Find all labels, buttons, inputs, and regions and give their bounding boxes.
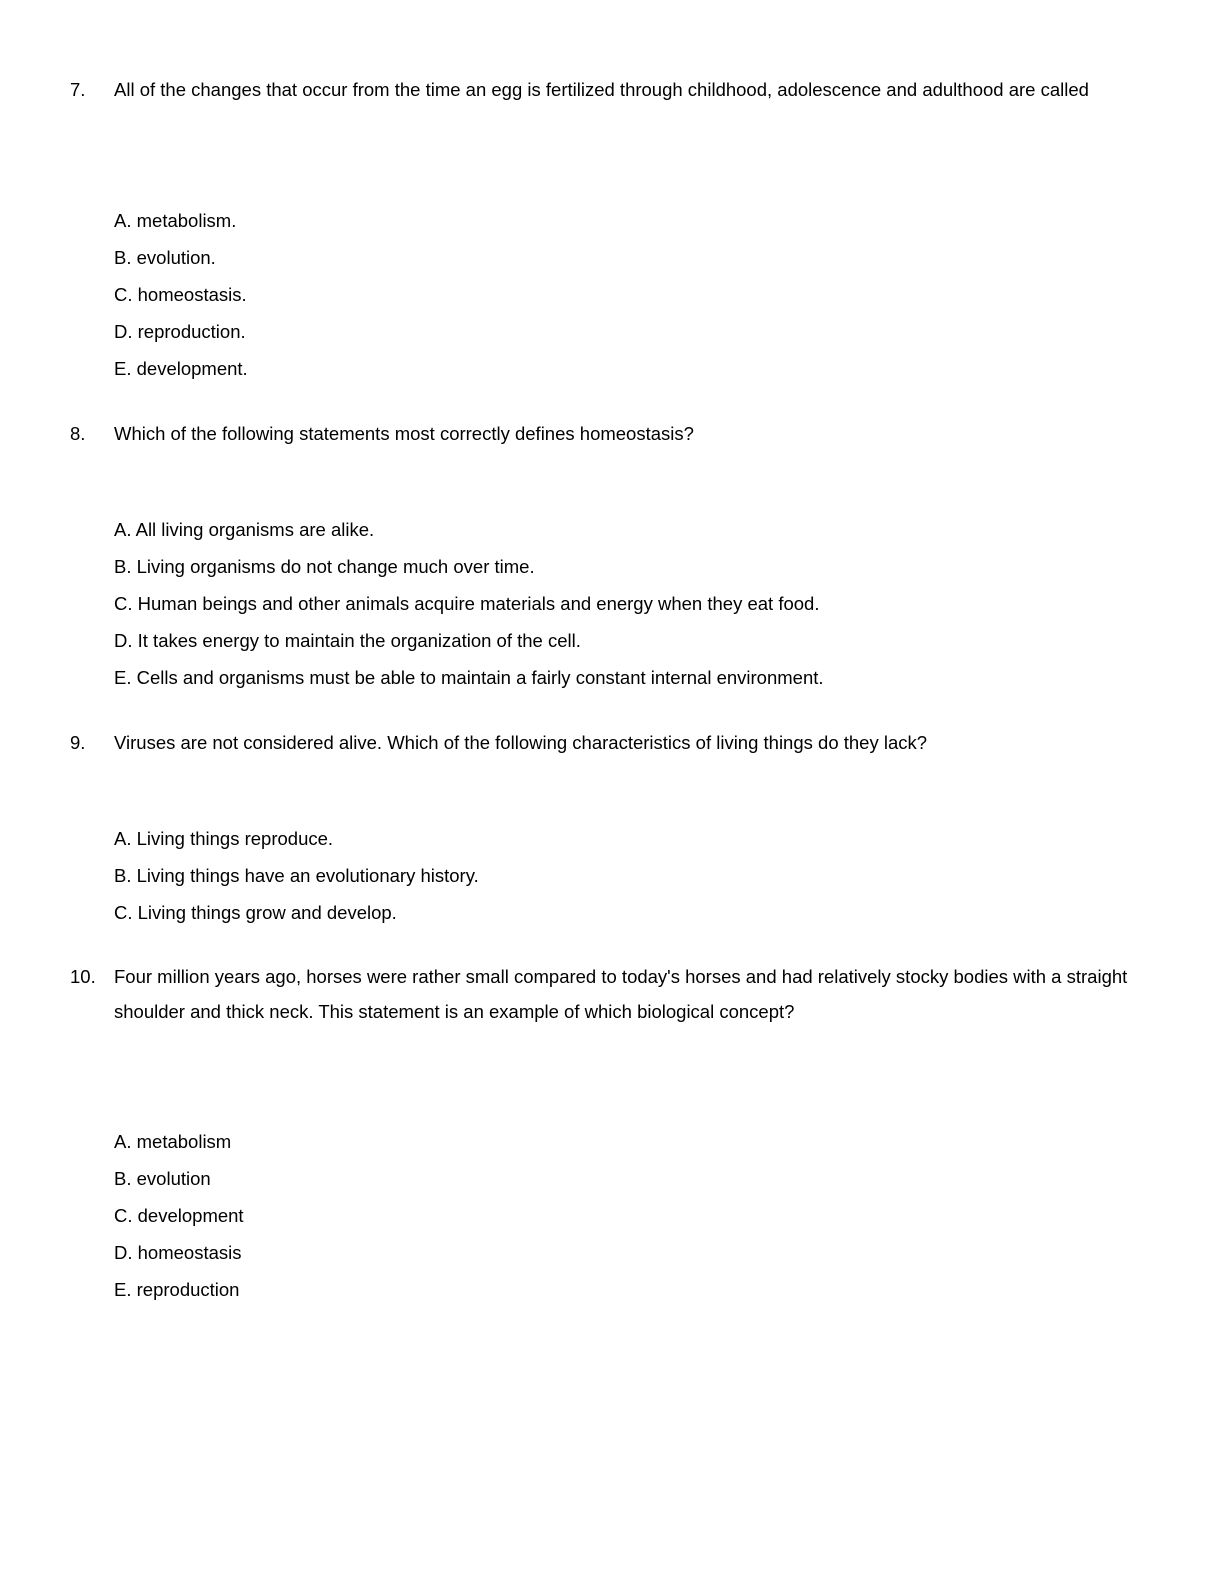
option-d[interactable] <box>114 622 824 659</box>
option-a[interactable] <box>114 820 479 857</box>
options-list-7 <box>114 202 248 387</box>
option-text: development <box>137 1205 244 1226</box>
option-text: evolution <box>136 1168 211 1189</box>
option-letter: A. <box>114 210 132 231</box>
option-letter: A. <box>114 519 132 540</box>
options-list-10 <box>114 1123 244 1308</box>
option-text: development. <box>136 358 248 379</box>
option-b[interactable] <box>114 1160 244 1197</box>
option-e[interactable] <box>114 350 248 387</box>
option-letter: D. <box>114 630 133 651</box>
option-letter: E. <box>114 358 132 379</box>
option-text: It takes energy to maintain the organization of the cell. <box>137 630 581 651</box>
question-number: 7. <box>70 79 86 100</box>
question-text: Viruses are not considered alive. Which of the following characteristics of living things do they lack? <box>114 732 928 753</box>
option-letter: A. <box>114 828 132 849</box>
option-b[interactable] <box>114 857 479 894</box>
option-a[interactable] <box>114 511 824 548</box>
option-d[interactable] <box>114 313 248 350</box>
option-letter: D. <box>114 1242 133 1263</box>
question-number: 8. <box>70 423 86 444</box>
option-text: reproduction <box>136 1279 240 1300</box>
option-text: Living things reproduce. <box>136 828 334 849</box>
question-number: 9. <box>70 732 86 753</box>
question-text: Four million years ago, horses were rather small compared to today's horses and had relatively stocky bodies with a straight shoulder and thick neck. This statement is an example of which biological concept? <box>114 966 1128 1022</box>
option-e[interactable] <box>114 1271 244 1308</box>
option-letter: C. <box>114 284 133 305</box>
option-text: Living things grow and develop. <box>137 902 397 923</box>
option-c[interactable] <box>114 585 824 622</box>
option-c[interactable] <box>114 276 248 313</box>
option-c[interactable] <box>114 894 479 931</box>
option-e[interactable] <box>114 659 824 696</box>
option-text: homeostasis <box>137 1242 242 1263</box>
option-text: evolution. <box>136 247 216 268</box>
option-a[interactable] <box>114 202 248 239</box>
question-text: All of the changes that occur from the time an egg is fertilized through childhood, adolescence and adulthood are called <box>114 79 1089 100</box>
option-letter: A. <box>114 1131 132 1152</box>
option-b[interactable] <box>114 548 824 585</box>
question-text: Which of the following statements most correctly defines homeostasis? <box>114 423 694 444</box>
option-letter: D. <box>114 321 133 342</box>
options-list-9 <box>114 820 479 931</box>
option-letter: B. <box>114 556 132 577</box>
option-letter: C. <box>114 593 133 614</box>
option-text: All living organisms are alike. <box>135 519 375 540</box>
option-text: homeostasis. <box>137 284 247 305</box>
question-number: 10. <box>70 966 96 987</box>
option-text: metabolism. <box>136 210 237 231</box>
option-text: Human beings and other animals acquire materials and energy when they eat food. <box>137 593 820 614</box>
option-text: Living things have an evolutionary history. <box>136 865 479 886</box>
option-d[interactable] <box>114 1234 244 1271</box>
option-letter: B. <box>114 247 132 268</box>
options-list-8 <box>114 511 824 696</box>
option-text: metabolism <box>136 1131 232 1152</box>
option-letter: E. <box>114 667 132 688</box>
option-b[interactable] <box>114 239 248 276</box>
option-text: reproduction. <box>137 321 246 342</box>
option-letter: E. <box>114 1279 132 1300</box>
option-letter: B. <box>114 865 132 886</box>
option-text: Cells and organisms must be able to maintain a fairly constant internal environment. <box>136 667 824 688</box>
option-c[interactable] <box>114 1197 244 1234</box>
option-text: Living organisms do not change much over time. <box>136 556 535 577</box>
option-letter: B. <box>114 1168 132 1189</box>
option-a[interactable] <box>114 1123 244 1160</box>
option-letter: C. <box>114 902 133 923</box>
option-letter: C. <box>114 1205 133 1226</box>
